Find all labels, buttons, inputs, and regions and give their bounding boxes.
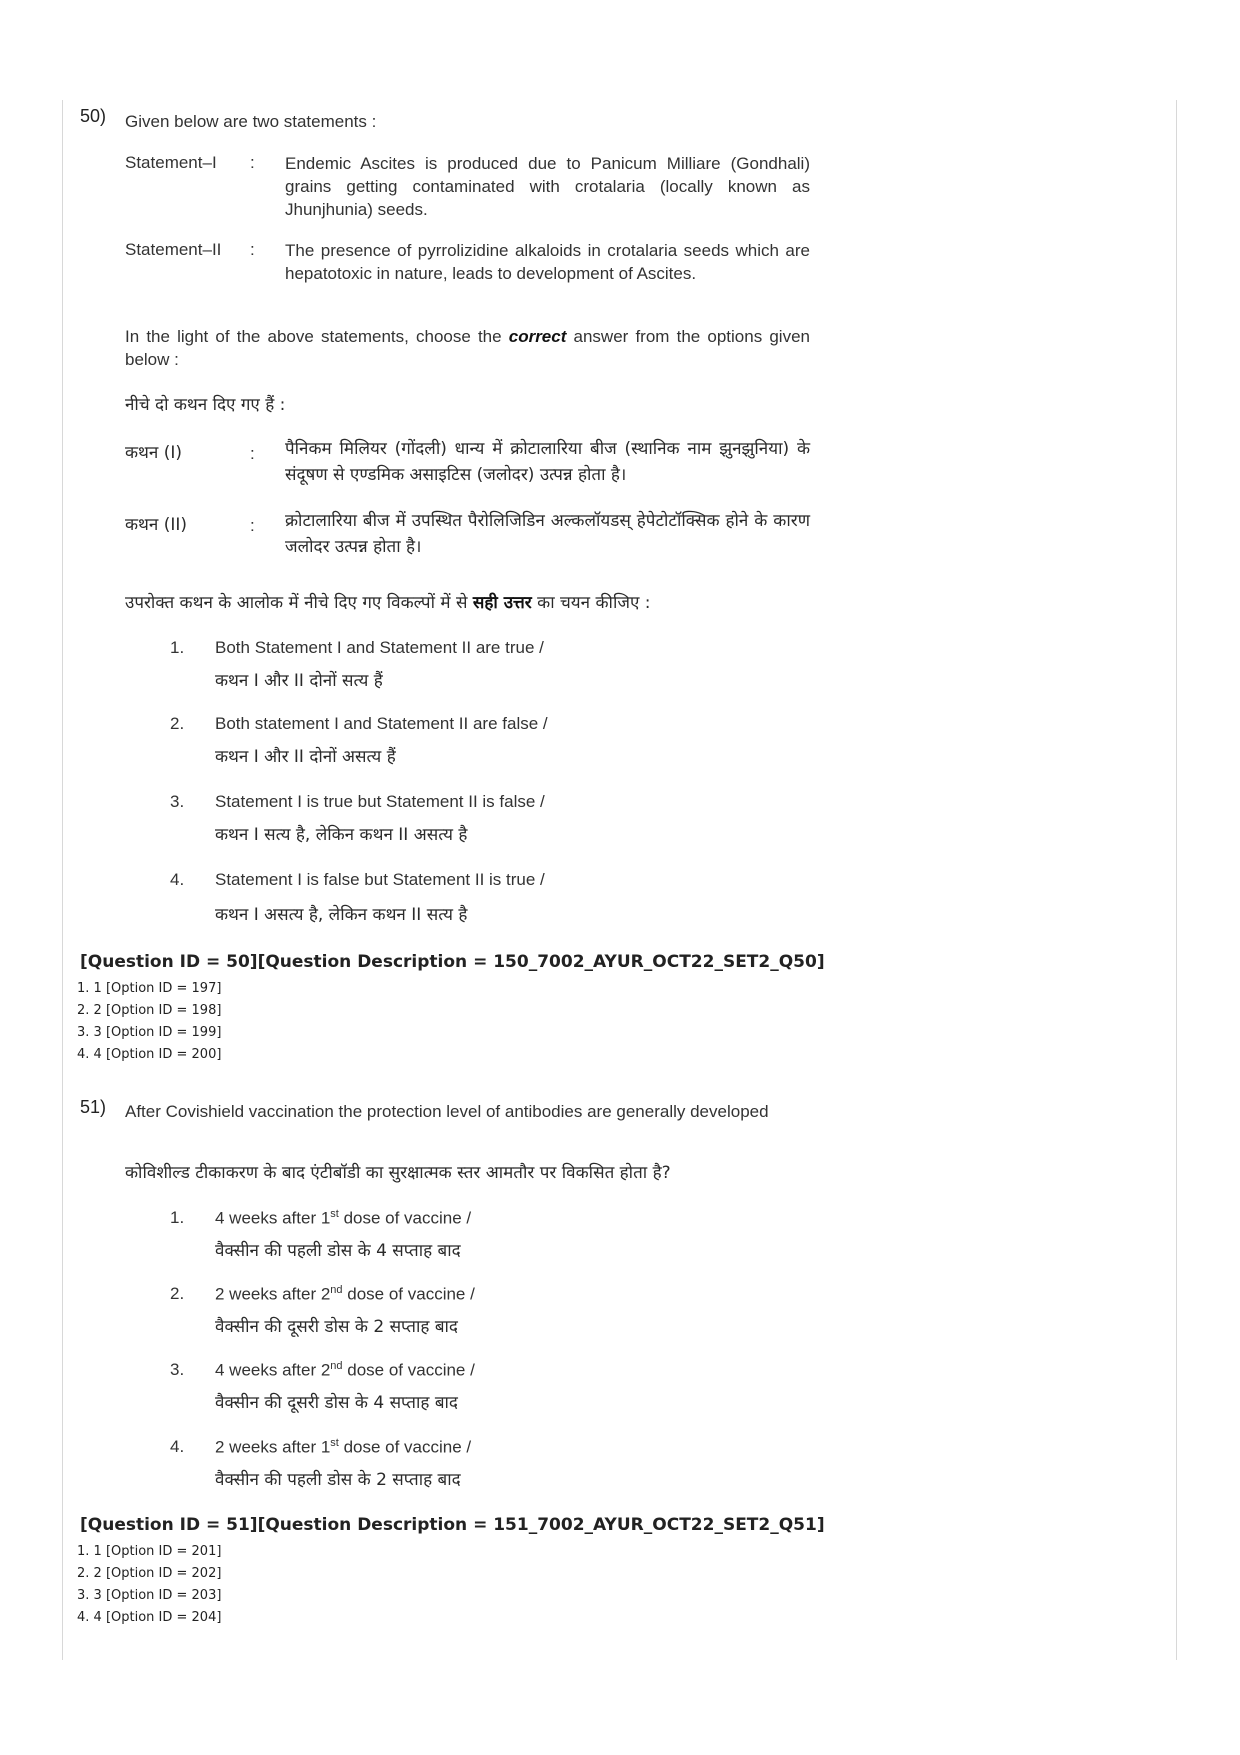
instruction-post: answer from the options given below : bbox=[125, 327, 810, 369]
instruction-bold: correct bbox=[508, 327, 567, 346]
option-superscript: st bbox=[330, 1437, 339, 1449]
statement-2-label: Statement–II bbox=[125, 240, 222, 259]
q51-option-1-english bbox=[215, 1208, 471, 1229]
option-id-row: 2. 2 [Option ID = 198] bbox=[77, 1003, 222, 1018]
q51-option-1-hindi: वैक्सीन की पहली डोस के 4 सप्ताह बाद bbox=[215, 1241, 461, 1261]
option-text-pre: 4 weeks after 1 bbox=[215, 1208, 331, 1228]
hindi-instruction-bold: सही उत्तर bbox=[472, 593, 532, 613]
q50-option-4-hindi: कथन I असत्य है, लेकिन कथन II सत्य है bbox=[215, 905, 468, 925]
option-id-row: 4. 4 [Option ID = 200] bbox=[77, 1047, 222, 1062]
question-50-meta: [Question ID = 50][Question Description = 150_7002_AYUR_OCT22_SET2_Q50] bbox=[80, 952, 825, 972]
question-50-option-id-list bbox=[77, 978, 221, 1066]
statement-2-text: The presence of pyrrolizidine alkaloids in crotalaria seeds which are hepatotoxic in nature, leads to development of Ascites. bbox=[285, 241, 810, 283]
question-51-option-id-list bbox=[77, 1541, 221, 1629]
q50-option-1-number: 1. bbox=[170, 638, 185, 657]
option-text-post: dose of vaccine / bbox=[338, 1208, 472, 1228]
instruction-pre: In the light of the above statements, choose the bbox=[125, 327, 509, 346]
q50-option-3-hindi: कथन I सत्य है, लेकिन कथन II असत्य है bbox=[215, 825, 468, 845]
question-51-text: After Covishield vaccination the protection level of antibodies are generally developed bbox=[125, 1102, 769, 1121]
q50-option-2-english: Both statement I and Statement II are false / bbox=[215, 714, 548, 733]
statement-1-colon: : bbox=[250, 153, 255, 172]
question-51-number: 51) bbox=[80, 1097, 107, 1117]
option-superscript: st bbox=[330, 1208, 339, 1220]
option-text-post: dose of vaccine / bbox=[338, 1437, 472, 1457]
hindi-statement-2-label: कथन (II) bbox=[125, 515, 188, 535]
q50-option-3-english: Statement I is true but Statement II is false / bbox=[215, 792, 545, 811]
left-margin-line bbox=[62, 100, 63, 1660]
q51-option-4-hindi: वैक्सीन की पहली डोस के 2 सप्ताह बाद bbox=[215, 1470, 461, 1490]
question-50-hindi-instruction bbox=[125, 590, 651, 616]
question-50-intro: Given below are two statements : bbox=[125, 112, 377, 131]
q50-option-3-number: 3. bbox=[170, 792, 185, 811]
option-text-pre: 2 weeks after 1 bbox=[215, 1437, 331, 1457]
option-id-row: 3. 3 [Option ID = 203] bbox=[77, 1588, 222, 1603]
q51-option-4-number: 4. bbox=[170, 1437, 185, 1456]
hindi-statement-2-text: क्रोटालारिया बीज में उपस्थित पैरोलिजिडिन अल्कलॉयडस् हेपेटोटॉक्सिक होने के कारण जलोदर उत्पन्न होता है। bbox=[285, 511, 810, 557]
hindi-instruction-post: का चयन कीजिए : bbox=[531, 593, 651, 613]
q50-option-4-number: 4. bbox=[170, 870, 185, 889]
right-margin-line bbox=[1176, 100, 1177, 1660]
option-id-row: 1. 1 [Option ID = 201] bbox=[77, 1544, 222, 1559]
q50-option-1-english: Both Statement I and Statement II are true / bbox=[215, 638, 544, 657]
option-text-post: dose of vaccine / bbox=[342, 1284, 475, 1304]
option-text-post: dose of vaccine / bbox=[342, 1360, 475, 1380]
q50-option-2-hindi: कथन I और II दोनों असत्य हैं bbox=[215, 747, 396, 767]
q51-option-2-hindi: वैक्सीन की दूसरी डोस के 2 सप्ताह बाद bbox=[215, 1317, 458, 1337]
option-id-row: 2. 2 [Option ID = 202] bbox=[77, 1566, 222, 1581]
option-id-row: 3. 3 [Option ID = 199] bbox=[77, 1025, 222, 1040]
q50-option-4-english: Statement I is false but Statement II is true / bbox=[215, 870, 545, 889]
question-51-hindi-text: कोविशील्ड टीकाकरण के बाद एंटीबॉडी का सुरक्षात्मक स्तर आमतौर पर विकसित होता है? bbox=[125, 1163, 671, 1183]
hindi-instruction-pre: उपरोक्त कथन के आलोक में नीचे दिए गए विकल्पों में से bbox=[125, 593, 473, 613]
question-51-meta: [Question ID = 51][Question Description = 151_7002_AYUR_OCT22_SET2_Q51] bbox=[80, 1515, 825, 1535]
statement-2-colon: : bbox=[250, 240, 255, 259]
q51-option-1-number: 1. bbox=[170, 1208, 185, 1227]
option-text-pre: 2 weeks after 2 bbox=[215, 1284, 331, 1304]
statement-1-label: Statement–I bbox=[125, 153, 217, 172]
q51-option-3-number: 3. bbox=[170, 1360, 185, 1379]
q50-option-1-hindi: कथन I और II दोनों सत्य हैं bbox=[215, 671, 383, 691]
hindi-statement-1-label: कथन (I) bbox=[125, 443, 183, 463]
hindi-statement-2-colon: : bbox=[250, 516, 255, 535]
statement-1-text: Endemic Ascites is produced due to Panicum Milliare (Gondhali) grains getting contaminated with crotalaria (locally known as Jhunjhunia) seeds. bbox=[285, 154, 810, 219]
question-50-hindi-intro: नीचे दो कथन दिए गए हैं : bbox=[125, 395, 286, 415]
hindi-statement-1-text: पैनिकम मिलियर (गोंदली) धान्य में क्रोटालारिया बीज (स्थानिक नाम झुनझुनिया) के संदूषण से एण्डमिक असाइटिस (जलोदर) उत्पन्न होता है। bbox=[285, 439, 810, 485]
option-text-pre: 4 weeks after 2 bbox=[215, 1360, 331, 1380]
q51-option-2-english bbox=[215, 1284, 475, 1305]
option-id-row: 1. 1 [Option ID = 197] bbox=[77, 981, 222, 996]
q51-option-3-hindi: वैक्सीन की दूसरी डोस के 4 सप्ताह बाद bbox=[215, 1393, 458, 1413]
q51-option-2-number: 2. bbox=[170, 1284, 185, 1303]
option-superscript: nd bbox=[330, 1360, 343, 1372]
q50-option-2-number: 2. bbox=[170, 714, 185, 733]
hindi-statement-1-colon: : bbox=[250, 444, 255, 463]
q51-option-3-english bbox=[215, 1360, 475, 1381]
question-50-number: 50) bbox=[80, 106, 107, 126]
question-50-instruction bbox=[125, 325, 810, 371]
option-superscript: nd bbox=[330, 1284, 343, 1296]
q51-option-4-english bbox=[215, 1437, 471, 1458]
option-id-row: 4. 4 [Option ID = 204] bbox=[77, 1610, 222, 1625]
